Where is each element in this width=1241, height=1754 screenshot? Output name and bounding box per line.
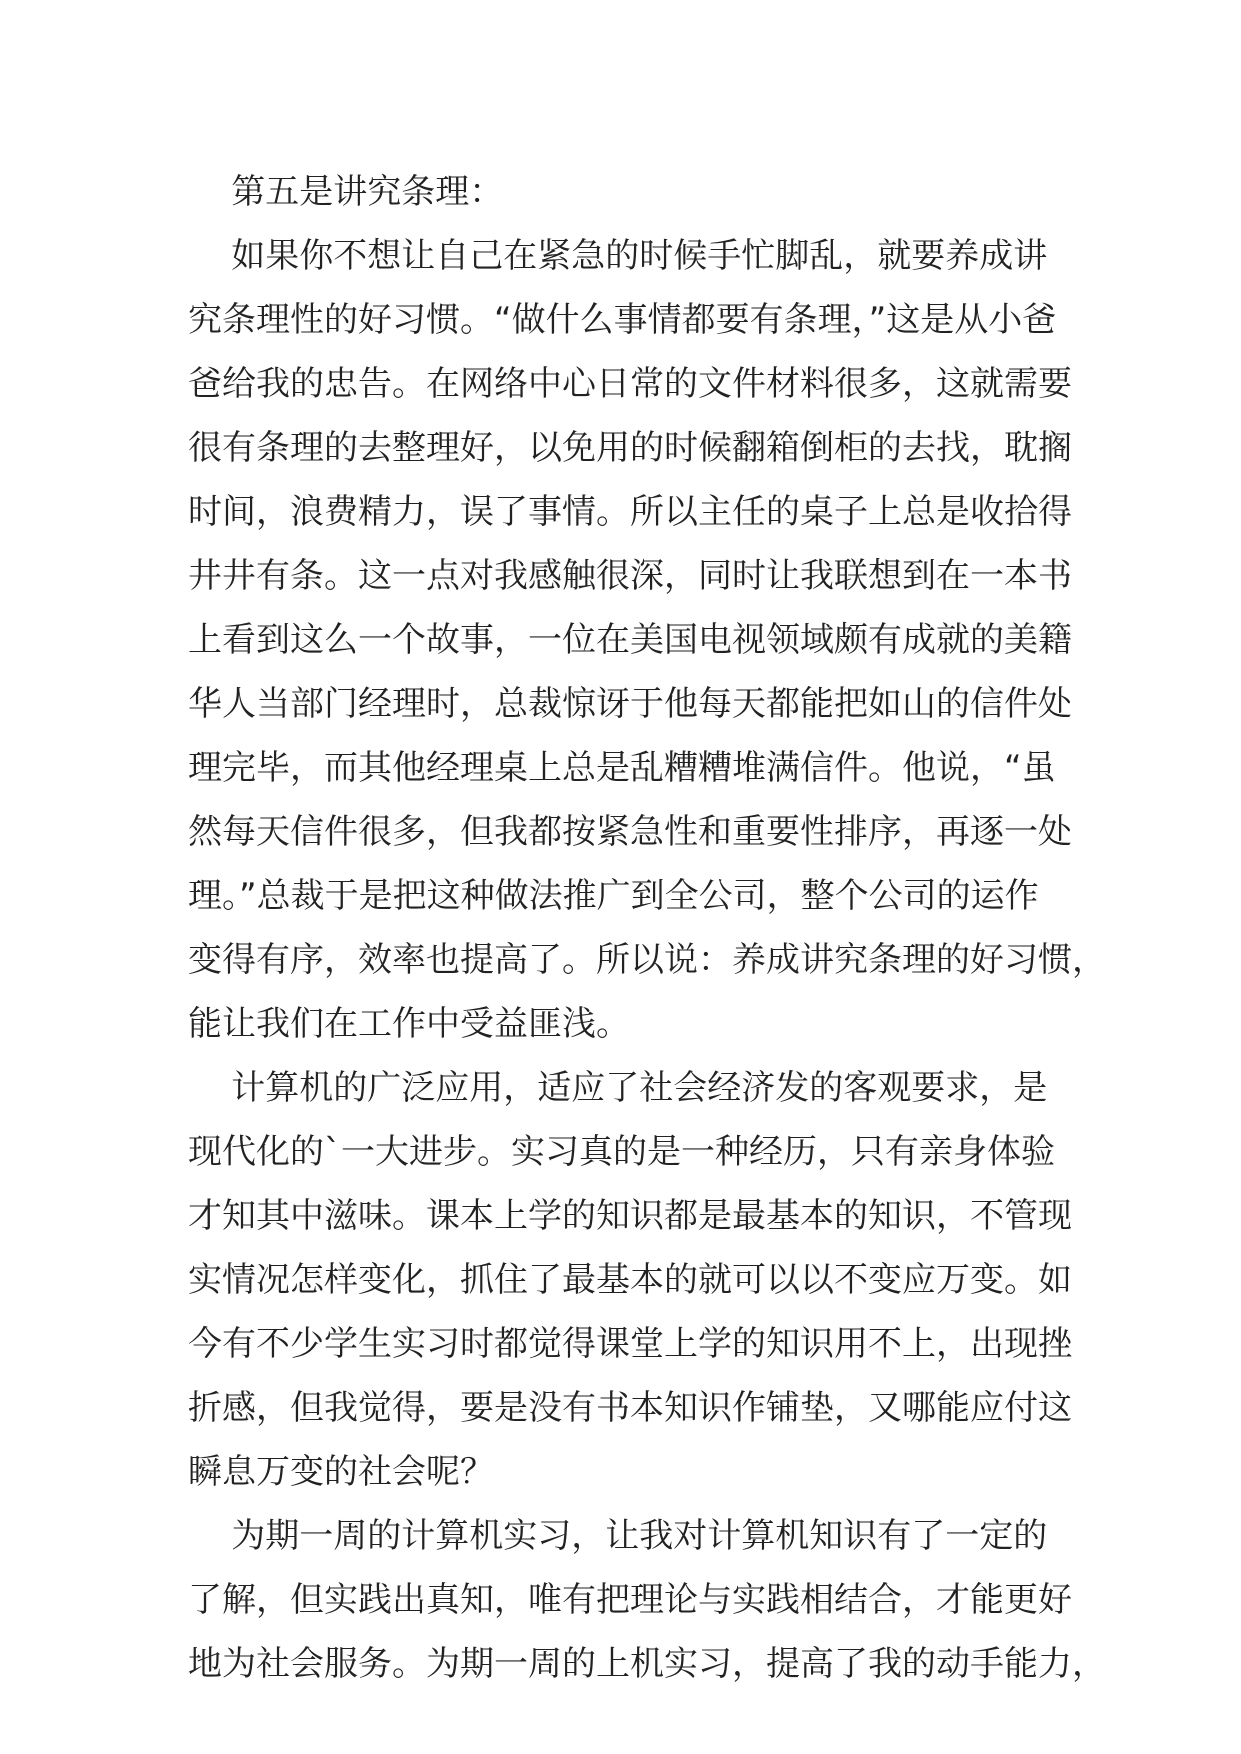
- text-line: 究条理性的好习惯。“做什么事情都要有条理，”这是从小爸: [188, 300, 1057, 340]
- text-line: 华人当部门经理时，总裁惊讶于他每天都能把如山的信件处: [188, 684, 1072, 724]
- text-line: 地为社会服务。为期一周的上机实习，提高了我的动手能力，: [188, 1644, 1106, 1684]
- text-line: 然每天信件很多，但我都按紧急性和重要性排序，再逐一处: [188, 812, 1072, 852]
- text-line: 才知其中滋味。课本上学的知识都是最基本的知识，不管现: [188, 1196, 1072, 1236]
- text-line: 了解，但实践出真知，唯有把理论与实践相结合，才能更好: [188, 1580, 1072, 1620]
- text-line: 实情况怎样变化，抓住了最基本的就可以以不变应万变。如: [188, 1260, 1072, 1300]
- text-line: 如果你不想让自己在紧急的时候手忙脚乱，就要养成讲: [188, 236, 1048, 276]
- text-line: 能让我们在工作中受益匪浅。: [188, 1004, 630, 1044]
- document-text: [188, 160, 1106, 1696]
- text-line: 井井有条。这一点对我感触很深，同时让我联想到在一本书: [188, 556, 1072, 596]
- text-line: 时间，浪费精力，误了事情。所以主任的桌子上总是收拾得: [188, 492, 1072, 532]
- text-line: 折感，但我觉得，要是没有书本知识作铺垫，又哪能应付这: [188, 1388, 1072, 1428]
- text-line: 计算机的广泛应用，适应了社会经济发的客观要求，是: [188, 1068, 1048, 1108]
- text-line: 为期一周的计算机实习，让我对计算机知识有了一定的: [188, 1516, 1048, 1556]
- text-line: 很有条理的去整理好，以免用的时候翻箱倒柜的去找，耽搁: [188, 428, 1072, 468]
- text-line: 理完毕，而其他经理桌上总是乱糟糟堆满信件。他说，“虽: [188, 748, 1056, 788]
- text-line: 爸给我的忠告。在网络中心日常的文件材料很多，这就需要: [188, 364, 1072, 404]
- text-line: 现代化的`一大进步。实习真的是一种经历，只有亲身体验: [188, 1132, 1055, 1172]
- text-line: 上看到这么一个故事，一位在美国电视领域颇有成就的美籍: [188, 620, 1072, 660]
- text-line: 变得有序，效率也提高了。所以说：养成讲究条理的好习惯，: [188, 940, 1106, 980]
- text-line: 今有不少学生实习时都觉得课堂上学的知识用不上，出现挫: [188, 1324, 1072, 1364]
- text-line: 理。”总裁于是把这种做法推广到全公司，整个公司的运作: [188, 876, 1039, 916]
- text-line: 第五是讲究条理：: [188, 172, 504, 212]
- text-line: 瞬息万变的社会呢？: [188, 1452, 494, 1492]
